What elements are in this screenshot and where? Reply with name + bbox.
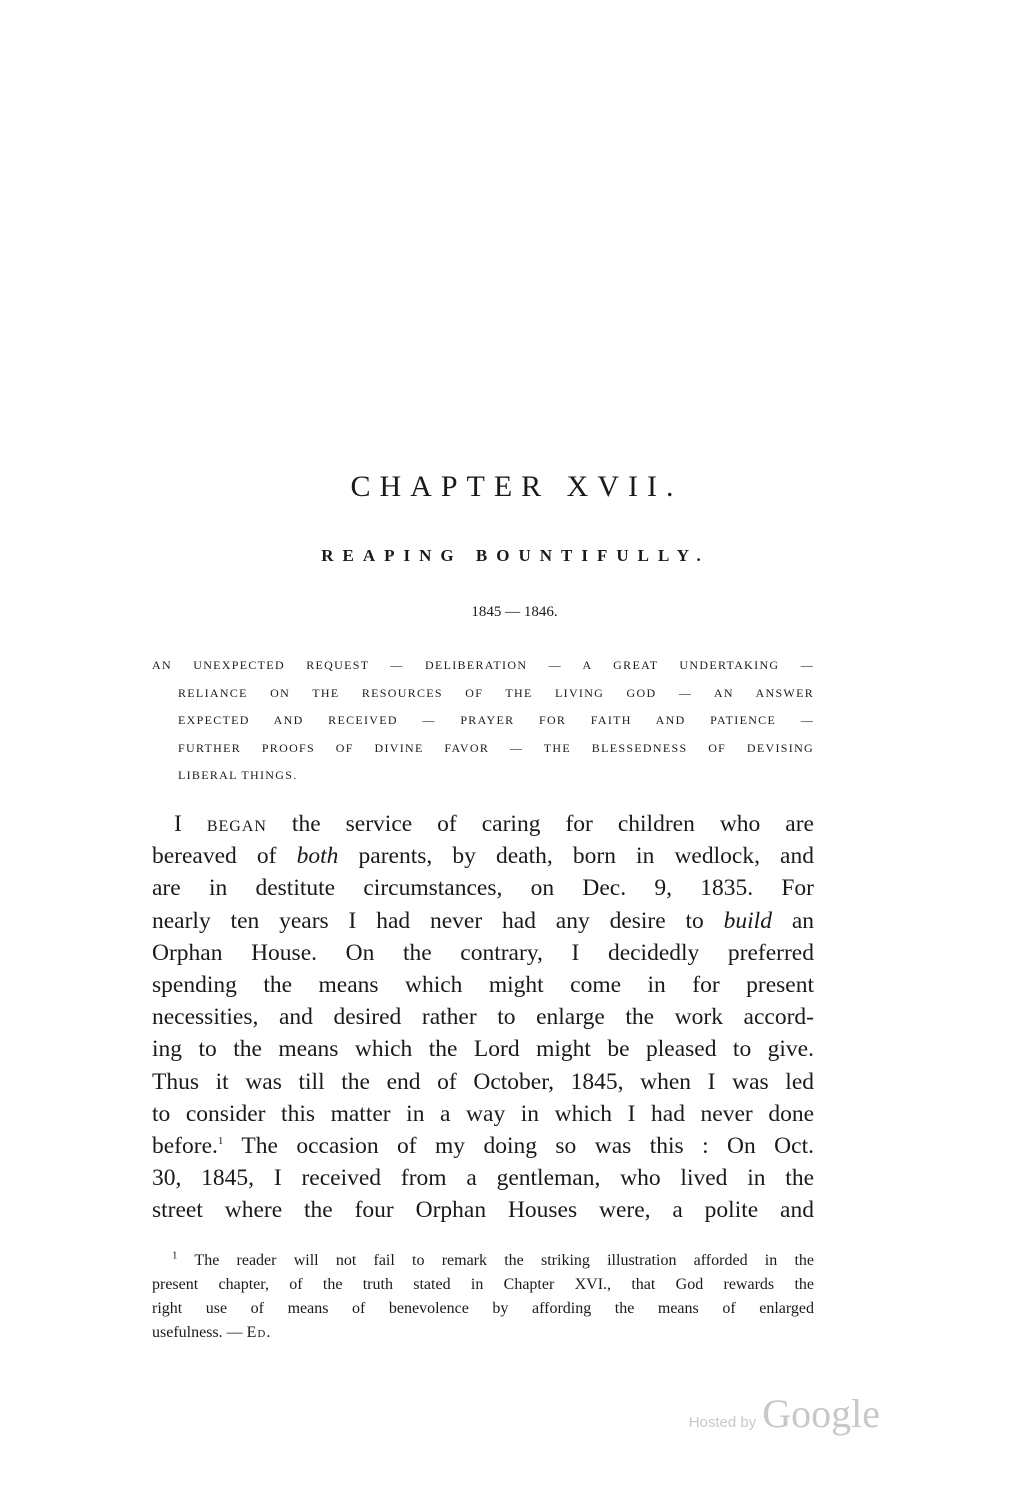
body-line: Orphan House. On the contrary, I decidedly preferred (152, 939, 814, 966)
body-line: I began the service of caring for children who are (174, 811, 814, 837)
italic-emphasis: both (296, 843, 339, 870)
synopsis-line: FURTHER PROOFS OF DIVINE FAVOR — THE BLESSEDNESS OF DEVISING (178, 740, 814, 755)
body-line: 30, 1845, I received from a gentleman, who lived in the (152, 1165, 814, 1192)
body-line: Thus it was till the end of October, 1845, when I was led (152, 1068, 814, 1095)
body-line: spending the means which might come in for present (152, 972, 814, 999)
chapter-subtitle: REAPING BOUNTIFULLY. (321, 546, 710, 565)
body-line: ing to the means which the Lord might be pleased to give. (152, 1036, 814, 1063)
google-logo: Google (762, 1391, 880, 1436)
synopsis-line: EXPECTED AND RECEIVED — PRAYER FOR FAITH AND PATIENCE — (178, 713, 814, 727)
footnote-line: right use of means of benevolence by affording the means of enlarged (152, 1300, 814, 1317)
body-line: to consider this matter in a way in which I had never done (152, 1100, 814, 1127)
editor-abbreviation: Ed. (246, 1324, 272, 1341)
body-line: street where the four Orphan Houses were, a polite and (152, 1197, 814, 1224)
footnote-line: usefulness. — Ed. (152, 1324, 272, 1341)
synopsis-line: LIBERAL THINGS. (178, 768, 298, 782)
chapter-dates: 1845 — 1846. (471, 604, 558, 620)
footnote-line: present chapter, of the truth stated in Chapter XVI., that God rewards the (152, 1276, 814, 1293)
small-caps-word: began (206, 811, 267, 837)
body-line: before.$^1$ The occasion of my doing so was this : On Oct. (152, 1133, 814, 1160)
footnote-marker: 1 (172, 1249, 178, 1262)
hosted-by-google-watermark (689, 1390, 880, 1437)
drop-word: I (174, 811, 207, 837)
body-paragraph (152, 808, 814, 1227)
body-line: necessities, and desired rather to enlarge the work accord- (152, 1004, 814, 1031)
body-line: bereaved of both parents, by death, born in wedlock, and (152, 843, 814, 870)
body-line: are in destitute circumstances, on Dec. 9, 1835. For (152, 875, 814, 902)
synopsis-line: AN UNEXPECTED REQUEST — DELIBERATION — A GREAT UNDERTAKING — (152, 658, 814, 672)
chapter-synopsis (152, 652, 814, 790)
chapter-title: CHAPTER XVII. (350, 470, 683, 503)
italic-emphasis: build (723, 907, 772, 934)
hosted-by-text: Hosted by (688, 1414, 757, 1431)
footnote (152, 1249, 814, 1345)
synopsis-line: RELIANCE ON THE RESOURCES OF THE LIVING GOD — AN ANSWER (178, 685, 814, 700)
footnote-reference: 1 (217, 1135, 224, 1148)
body-line: nearly ten years I had never had any desire to build an (152, 907, 814, 934)
footnote-line: $^1$ The reader will not fail to remark the striking illustration afforded in the (172, 1249, 814, 1269)
